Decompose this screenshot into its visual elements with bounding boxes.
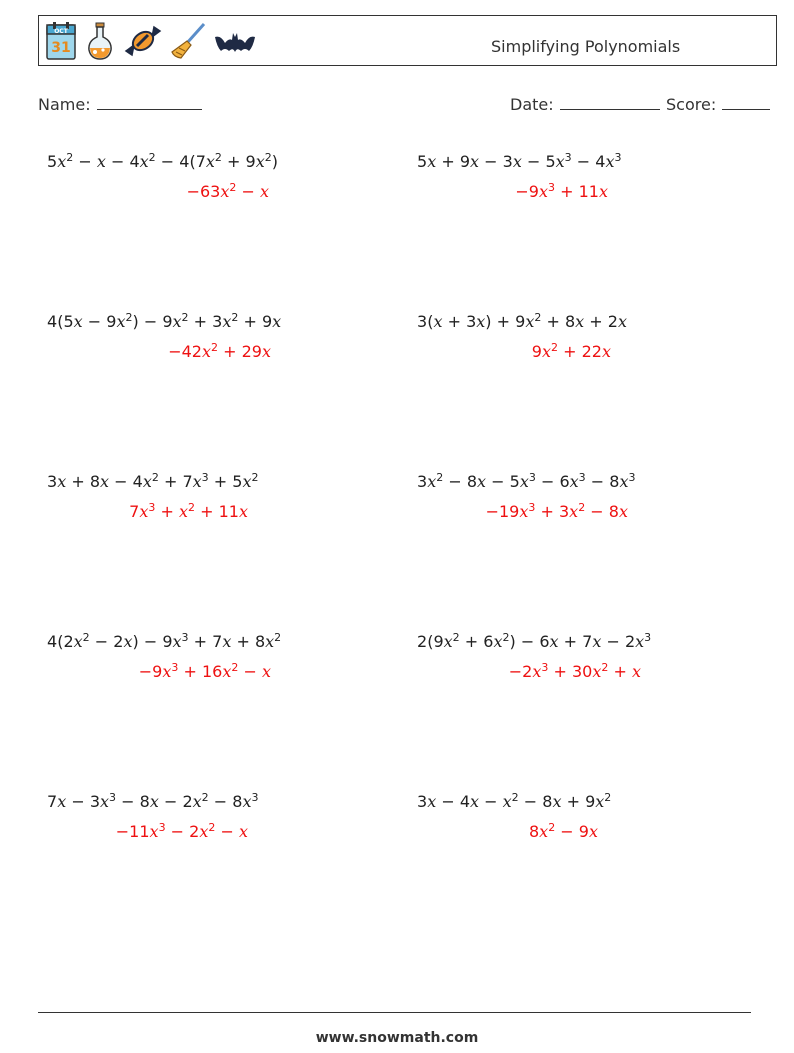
problem-5: $3x + 8x - 4x^2 + 7x^3 + 5x^2$ (47, 471, 259, 491)
answer-2: $-9x^3 + 11x$ (515, 181, 608, 201)
date-line (510, 94, 660, 114)
score-blank[interactable] (722, 94, 770, 110)
problem-4: $3(x + 3x) + 9x^2 + 8x + 2x$ (417, 311, 627, 331)
svg-text:31: 31 (51, 40, 71, 56)
problem-3: $4(5x - 9x^2) - 9x^2 + 3x^2 + 9x$ (47, 311, 282, 331)
calendar-icon (45, 21, 77, 61)
worksheet-title: Simplifying Polynomials (491, 37, 681, 56)
date-blank[interactable] (560, 94, 660, 110)
score-label: Score: (666, 95, 717, 114)
footer-url[interactable]: www.snowmath.com (315, 1030, 479, 1046)
answer-9: $-11x^3 - 2x^2 - x$ (115, 821, 248, 841)
answer-10: $8x^2 - 9x$ (528, 821, 598, 841)
problem-7: $4(2x^2 - 2x) - 9x^3 + 7x + 8x^2$ (47, 631, 282, 651)
name-blank[interactable] (97, 94, 202, 110)
header-icons (45, 20, 257, 62)
answer-8: $-2x^3 + 30x^2 + x$ (508, 661, 641, 681)
answer-1: $-63x^2 - x$ (186, 181, 269, 201)
footer-rule (38, 1012, 751, 1013)
problem-6: $3x^2 - 8x - 5x^3 - 6x^3 - 8x^3$ (417, 471, 636, 491)
score-line (666, 94, 770, 114)
answer-6: $-19x^3 + 3x^2 - 8x$ (485, 501, 628, 521)
problem-2: $5x + 9x - 3x - 5x^3 - 4x^3$ (417, 151, 622, 171)
answer-7: $-9x^3 + 16x^2 - x$ (138, 661, 271, 681)
answer-5: $7x^3 + x^2 + 11x$ (129, 501, 248, 521)
problem-9: $7x - 3x^3 - 8x - 2x^2 - 8x^3$ (47, 791, 259, 811)
bat-icon (213, 21, 257, 61)
date-label: Date: (510, 95, 554, 114)
svg-text:OCT: OCT (54, 28, 68, 35)
name-line (38, 94, 202, 114)
answer-3: $-42x^2 + 29x$ (168, 341, 271, 361)
answer-4: $9x^2 + 22x$ (531, 341, 611, 361)
problem-8: $2(9x^2 + 6x^2) - 6x + 7x - 2x^3$ (417, 631, 652, 651)
worksheet-header (38, 15, 777, 66)
problem-1: $5x^2 - x - 4x^2 - 4(7x^2 + 9x^2)$ (47, 151, 278, 171)
potion-flask-icon (83, 21, 117, 61)
candy-icon (123, 21, 163, 61)
problem-10: $3x - 4x - x^2 - 8x + 9x^2$ (417, 791, 612, 811)
broom-icon (169, 21, 207, 61)
name-label: Name: (38, 95, 91, 114)
